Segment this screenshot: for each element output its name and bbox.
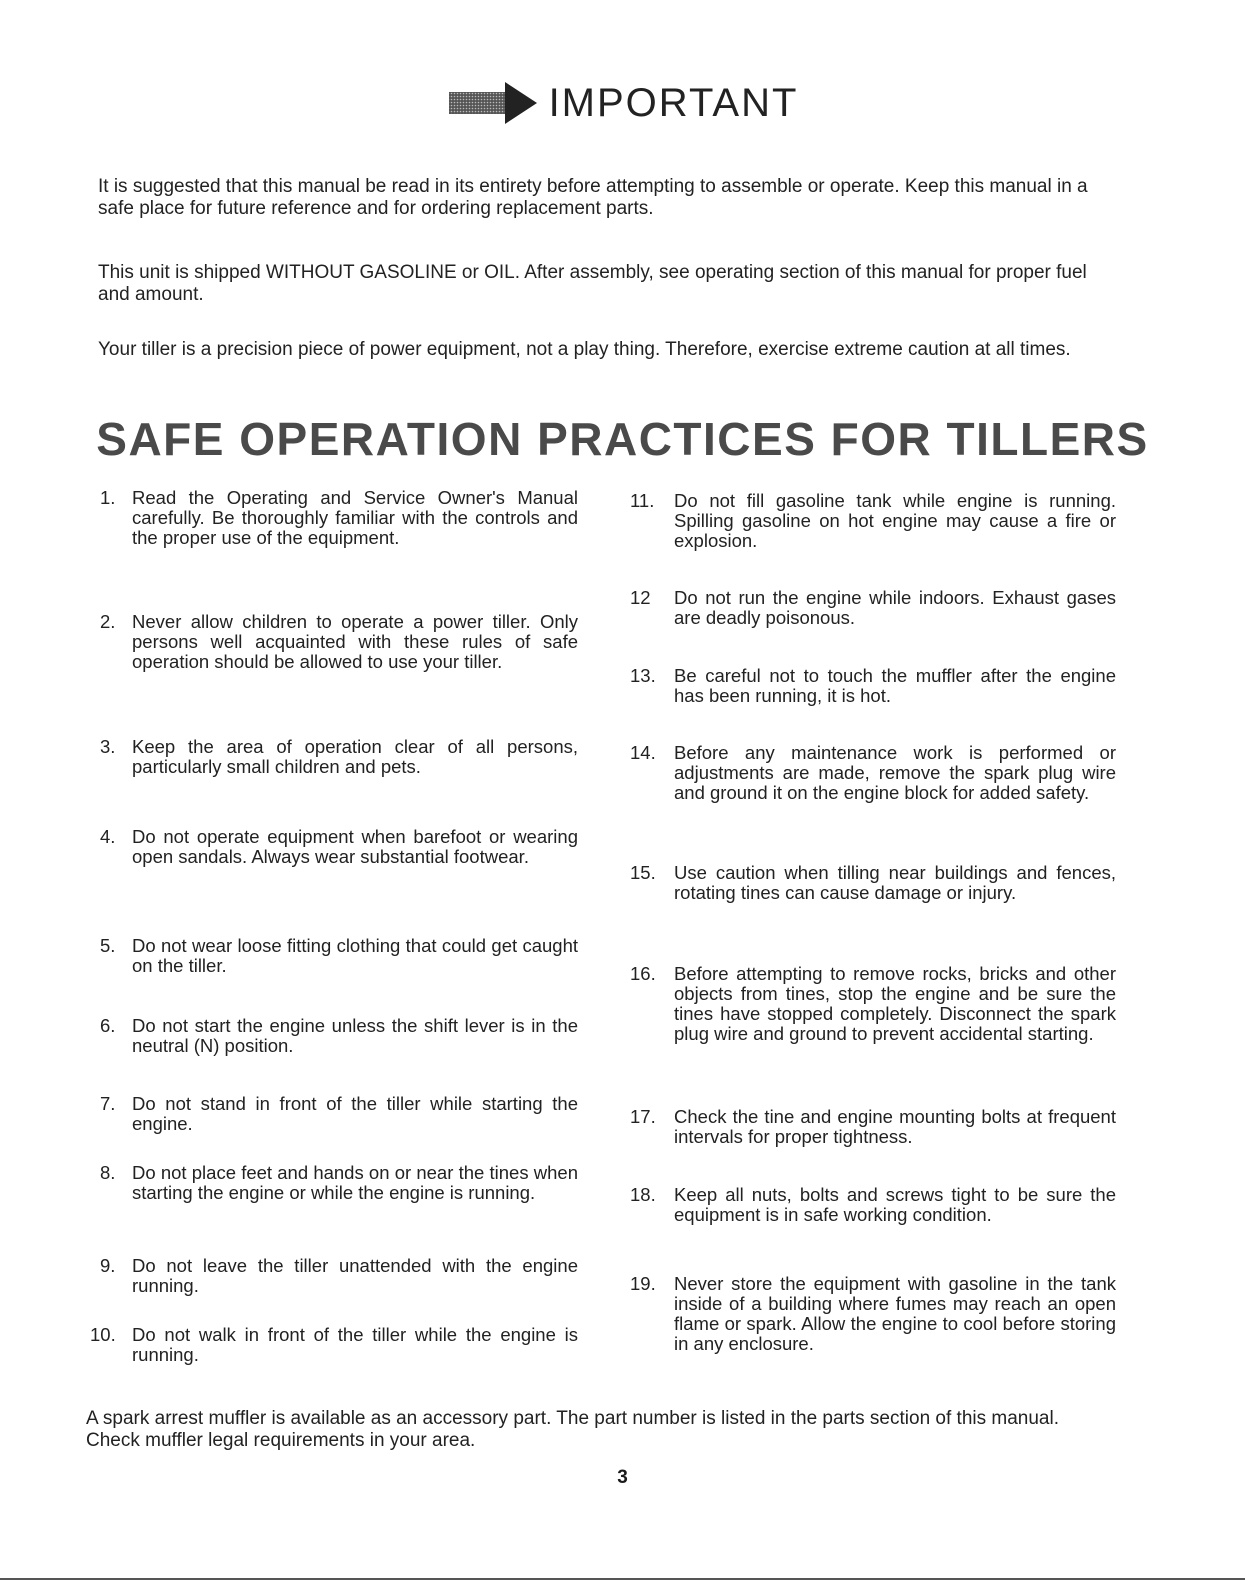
manual-page: IMPORTANT It is suggested that this manual be read in its entirety before attempting to assemble or operate. Keep this manual in a safe place for future reference and for ordering replacement parts. This unit is shipped WITHOUT GASOLINE or OIL. After assembly, see operating section of this manual for proper fuel and amount. Your tiller is a precision piece of power equipment, not a play thing. Therefore, exercise extreme caution at all times. SAFE OPERATION PRACTICES FOR TILLERS 1. Read the Operating and Service Owner's Manual carefully. Be thoroughly familiar with the controls and the proper use of the equipment. 2. Never allow children to operate a power tiller. Only persons well acquainted with these rules of safe operation should be allowed to use your tiller. 3. Keep the area of operation clear of all persons, particularly small children and pets. 4. Do not operate equipment when barefoot or wearing open sandals. Always wear substantial footwear. 5. Do not wear loose fitting clothing that could get caught on the tiller. 6. Do not start the engine unless the shift lever is in the neutral (N) position. 7. Do not stand in front of the tiller while starting the engine. 8. Do not place feet and hands on or near the tines when starting the engine or while the engine is running. 9. Do not leave the tiller unattended with the engine running. 10. Do not walk in front of the tiller while the engine is running. 11. Do not fill gasoline tank while engine is running. Spilling gasoline on hot engine may cause a fire or explosion. 12 Do not run the engine while indoors. Exhaust gases are deadly poisonous. 13. Be careful not to touch the muffler after the engine has been running, it is hot. 14. Before any maintenance work is performed or adjustments are made, remove the spark plug wire and ground it on the engine block for added safety. 15. Use caution when tilling near buildings and fences, rotating tines can cause damage or injury. 16. Before attempting to remove rocks, bricks and other objects from tines, stop the engine and be sure the tines have stopped completely. Disconnect the spark plug wire and ground to prevent accidental starting. 17. Check the tine and engine mounting bolts at frequent intervals for proper tightness. 18. Keep all nuts, bolts and screws tight to be sure the equipment is in safe working condition. 19. Never store the equipment with gasoline in the tank inside of a building where fumes may reach an open flame or spark. Allow the engine to cool before storing in any enclosure. A spark arrest muffler is available as an accessory part. The part number is listed in the parts section of this manual. Check muffler legal requirements in your area. 3 <box>0 0 1245 1585</box>
spark-arrest-note: A spark arrest muffler is available as an accessory part. The part number is listed in the parts section of this manual. Check muffler legal requirements in your area. <box>86 1408 1059 1451</box>
section-title: SAFE OPERATION PRACTICES FOR TILLERS <box>96 413 1149 465</box>
important-header <box>0 80 1245 140</box>
intro-paragraph-2: This unit is shipped WITHOUT GASOLINE or OIL. After assembly, see operating section of this manual for proper fuel and amount. <box>98 262 1087 305</box>
page-number: 3 <box>617 1467 628 1488</box>
scan-edge-divider <box>0 1578 1245 1580</box>
intro-paragraph-3: Your tiller is a precision piece of power equipment, not a play thing. Therefore, exercise extreme caution at all times. <box>98 339 1071 360</box>
intro-paragraph-1: It is suggested that this manual be read in its entirety before attempting to assemble or operate. Keep this manual in a safe place for future reference and for ordering replacement parts. <box>98 176 1088 219</box>
arrow-right-icon <box>447 80 539 126</box>
important-title: IMPORTANT <box>548 80 799 125</box>
